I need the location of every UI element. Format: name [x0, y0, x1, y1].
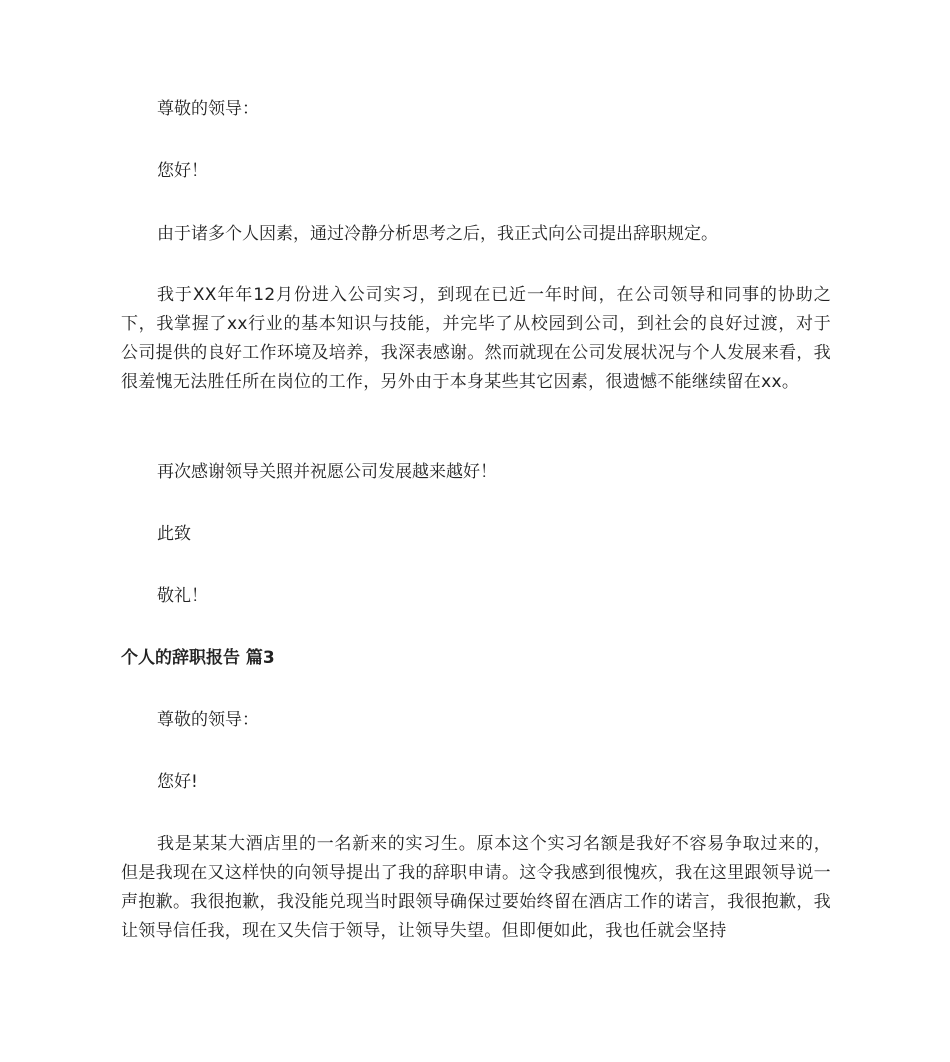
greeting: 您好！: [157, 161, 208, 181]
salutation-2: 尊敬的领导：: [157, 710, 259, 730]
closing-line-1: 此致: [157, 524, 191, 544]
paragraph-thanks: 再次感谢领导关照并祝愿公司发展越来越好！: [157, 462, 497, 482]
paragraph-body: 我于XX年年12月份进入公司实习，到现在已近一年时间，在公司领导和同事的协助之下，我掌握了xx行业的基本知识与技能，并完毕了从校园到公司，到社会的良好过渡，对于公司提供的良好工作环境及培养，我深表感谢。然而就现在公司发展状况与个人发展来看，我很羞愧无法胜任所在岗位的工作，另外由于本身某些其它因素，很遗憾不能继续留在xx。: [121, 285, 831, 392]
closing-line-2: 敬礼！: [157, 586, 208, 606]
greeting-2: 您好!: [157, 772, 198, 792]
paragraph-body-2: 我是某某大酒店里的一名新来的实习生。原本这个实习名额是我好不容易争取过来的，但是我现在又这样快的向领导提出了我的辞职申请。这令我感到很愧疚，我在这里跟领导说一声抱歉。我很抱歉，我没能兑现当时跟领导确保过要始终留在酒店工作的诺言，我很抱歉，我让领导信任我，现在又失信于领导，让领导失望。但即便如此，我也任就会坚持: [121, 834, 831, 941]
section-heading: 个人的辞职报告 篇3: [121, 648, 275, 668]
salutation: 尊敬的领导：: [157, 99, 259, 119]
paragraph-reason: 由于诸多个人因素，通过冷静分析思考之后，我正式向公司提出辞职规定。: [157, 224, 718, 244]
